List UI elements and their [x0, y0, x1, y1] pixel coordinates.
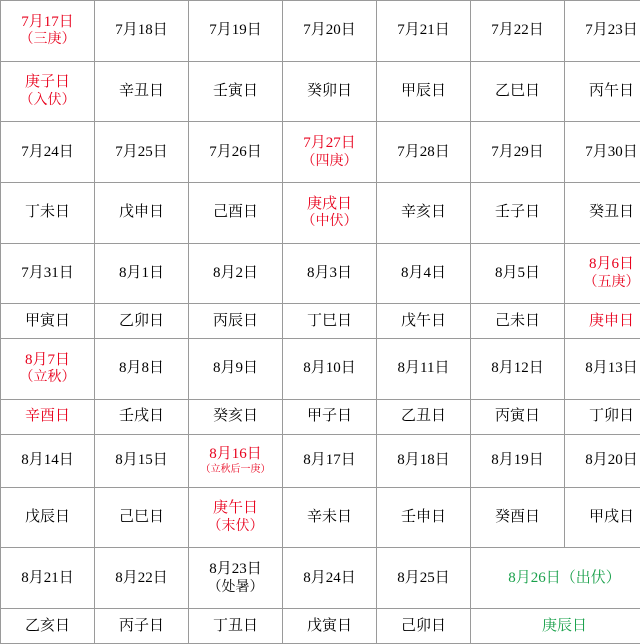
- cell-primary-text: 8月2日: [212, 264, 258, 281]
- calendar-cell: [1, 304, 95, 339]
- table-row: [1, 1, 640, 62]
- calendar-cell: [1, 1, 95, 62]
- cell-primary-text: 丁丑日: [212, 617, 258, 634]
- calendar-cell: [95, 61, 189, 122]
- cell-content: [378, 264, 469, 283]
- cell-content: [378, 21, 469, 40]
- cell-secondary-text: （五庚）: [583, 274, 640, 290]
- cell-content: [190, 82, 281, 101]
- cell-primary-text: 8月12日: [491, 360, 544, 377]
- cell-secondary-text: （三庚）: [19, 32, 76, 48]
- cell-primary-text: 8月5日: [494, 264, 540, 281]
- calendar-cell: [377, 182, 471, 243]
- cell-primary-text: 癸卯日: [306, 83, 352, 100]
- cell-content: [566, 143, 640, 162]
- cell-primary-text: 8月24日: [303, 569, 356, 586]
- cell-content: [2, 73, 93, 109]
- calendar-cell: [189, 122, 283, 183]
- cell-content: [2, 13, 93, 49]
- cell-primary-text: 8月8日: [118, 360, 164, 377]
- calendar-cell: [1, 487, 95, 548]
- calendar-cell: [471, 1, 565, 62]
- cell-content: [96, 451, 187, 470]
- calendar-cell: [565, 304, 640, 339]
- calendar-cell: [471, 609, 640, 644]
- cell-content: [472, 21, 563, 40]
- calendar-cell: [471, 339, 565, 400]
- cell-primary-text: 庚午日: [212, 500, 258, 517]
- cell-primary-text: 7月17日: [21, 13, 74, 30]
- cell-primary-text: 丙午日: [588, 83, 634, 100]
- cell-content: [566, 203, 640, 222]
- cell-secondary-text: （处暑）: [207, 579, 264, 595]
- cell-content: [284, 617, 375, 636]
- cell-content: [378, 508, 469, 527]
- calendar-cell: [189, 1, 283, 62]
- cell-content: [472, 451, 563, 470]
- calendar-cell: [283, 609, 377, 644]
- cell-primary-text: 丙子日: [118, 617, 164, 634]
- cell-content: [378, 312, 469, 331]
- cell-primary-text: 甲辰日: [400, 83, 446, 100]
- cell-primary-text: 7月19日: [209, 22, 262, 39]
- cell-content: [378, 451, 469, 470]
- calendar-body: [1, 1, 640, 644]
- cell-content: [2, 312, 93, 331]
- calendar-cell: [471, 434, 565, 487]
- cell-content: [566, 312, 640, 331]
- table-row: [1, 304, 640, 339]
- cell-primary-text: 7月24日: [21, 143, 74, 160]
- cell-content: [2, 617, 93, 636]
- table-row: [1, 243, 640, 304]
- cell-primary-text: 8月21日: [21, 569, 74, 586]
- cell-content: [566, 255, 640, 291]
- cell-primary-text: 丁未日: [24, 204, 70, 221]
- cell-content: [284, 407, 375, 426]
- cell-content: [96, 143, 187, 162]
- cell-primary-text: 8月7日: [24, 351, 70, 368]
- cell-primary-text: 丁卯日: [588, 408, 634, 425]
- cell-primary-text: 8月11日: [397, 360, 450, 377]
- cell-content: [378, 143, 469, 162]
- cell-content: [378, 203, 469, 222]
- cell-content: [472, 312, 563, 331]
- calendar-cell: [1, 609, 95, 644]
- cell-content: [566, 82, 640, 101]
- cell-content: [190, 359, 281, 378]
- cell-primary-text: 辛亥日: [400, 204, 446, 221]
- cell-primary-text: 丙辰日: [212, 312, 258, 329]
- cell-primary-text: 7月29日: [491, 143, 544, 160]
- cell-primary-text: 7月20日: [303, 22, 356, 39]
- cell-primary-text: 8月23日: [209, 561, 262, 578]
- cell-primary-text: 庚申日: [588, 312, 634, 329]
- calendar-cell: [95, 609, 189, 644]
- calendar-cell: [189, 548, 283, 609]
- cell-primary-text: 7月27日: [303, 134, 356, 151]
- calendar-cell: [283, 61, 377, 122]
- calendar-cell: [189, 434, 283, 487]
- cell-content: [566, 359, 640, 378]
- calendar-cell: [283, 304, 377, 339]
- cell-content: [284, 451, 375, 470]
- cell-content: [472, 264, 563, 283]
- calendar-cell: [1, 548, 95, 609]
- calendar-cell: [377, 61, 471, 122]
- cell-content: [378, 407, 469, 426]
- calendar-cell: [95, 304, 189, 339]
- cell-content: [96, 569, 187, 588]
- calendar-cell: [189, 304, 283, 339]
- cell-primary-text: 乙丑日: [400, 408, 446, 425]
- cell-content: [190, 499, 281, 535]
- cell-primary-text: 庚辰日: [541, 617, 587, 634]
- cell-content: [566, 508, 640, 527]
- cell-primary-text: 癸亥日: [212, 408, 258, 425]
- table-row: [1, 182, 640, 243]
- calendar-cell: [1, 434, 95, 487]
- calendar-cell: [189, 399, 283, 434]
- cell-primary-text: 8月10日: [303, 360, 356, 377]
- table-row: [1, 434, 640, 487]
- calendar-cell: [565, 182, 640, 243]
- cell-primary-text: 8月19日: [491, 452, 544, 469]
- cell-content: [284, 569, 375, 588]
- calendar-cell: [95, 399, 189, 434]
- calendar-cell: [95, 122, 189, 183]
- calendar-cell: [283, 339, 377, 400]
- calendar-cell: [1, 182, 95, 243]
- cell-content: [2, 203, 93, 222]
- cell-primary-text: 7月28日: [397, 143, 450, 160]
- cell-content: [284, 312, 375, 331]
- cell-content: [190, 560, 281, 596]
- cell-content: [190, 617, 281, 636]
- cell-content: [96, 203, 187, 222]
- calendar-cell: [377, 1, 471, 62]
- cell-content: [96, 312, 187, 331]
- cell-secondary-text: （四庚）: [301, 153, 358, 169]
- cell-content: [96, 359, 187, 378]
- cell-primary-text: 7月31日: [21, 264, 74, 281]
- cell-content: [96, 617, 187, 636]
- calendar-cell: [471, 304, 565, 339]
- cell-primary-text: 8月9日: [212, 360, 258, 377]
- calendar-cell: [565, 61, 640, 122]
- cell-content: [2, 451, 93, 470]
- calendar-cell: [95, 339, 189, 400]
- cell-primary-text: 癸酉日: [494, 509, 540, 526]
- cell-primary-text: 8月1日: [118, 264, 164, 281]
- cell-primary-text: 甲寅日: [24, 312, 70, 329]
- cell-content: [2, 264, 93, 283]
- calendar-cell: [377, 122, 471, 183]
- cell-primary-text: 8月18日: [397, 452, 450, 469]
- calendar-cell: [565, 243, 640, 304]
- calendar-cell: [189, 487, 283, 548]
- cell-content: [284, 264, 375, 283]
- calendar-cell: [283, 182, 377, 243]
- cell-content: [378, 359, 469, 378]
- calendar-cell: [471, 122, 565, 183]
- cell-content: [190, 445, 281, 476]
- cell-primary-text: 8月14日: [21, 452, 74, 469]
- cell-content: [190, 312, 281, 331]
- cell-content: [2, 143, 93, 162]
- cell-secondary-text: （入伏）: [19, 93, 76, 109]
- cell-primary-text: 戊申日: [118, 204, 164, 221]
- cell-primary-text: 庚戌日: [306, 195, 352, 212]
- cell-secondary-text: （立秋）: [19, 370, 76, 386]
- cell-primary-text: 7月26日: [209, 143, 262, 160]
- calendar-cell: [377, 243, 471, 304]
- table-row: [1, 399, 640, 434]
- cell-primary-text: 7月25日: [115, 143, 168, 160]
- cell-content: [190, 203, 281, 222]
- table-row: [1, 61, 640, 122]
- calendar-cell: [95, 243, 189, 304]
- table-row: [1, 122, 640, 183]
- calendar-cell: [283, 548, 377, 609]
- cell-primary-text: 8月4日: [400, 264, 446, 281]
- cell-secondary-text: （中伏）: [301, 214, 358, 230]
- cell-content: [566, 451, 640, 470]
- cell-primary-text: 8月3日: [306, 264, 352, 281]
- cell-content: [284, 359, 375, 378]
- table-row: [1, 487, 640, 548]
- cell-content: [2, 407, 93, 426]
- cell-primary-text: 8月20日: [585, 452, 638, 469]
- cell-content: [566, 21, 640, 40]
- cell-primary-text: 8月17日: [303, 452, 356, 469]
- calendar-cell: [1, 61, 95, 122]
- cell-content: [566, 407, 640, 426]
- cell-primary-text: 7月23日: [585, 22, 638, 39]
- calendar-cell: [565, 339, 640, 400]
- cell-content: [472, 143, 563, 162]
- cell-content: [472, 203, 563, 222]
- calendar-cell: [471, 182, 565, 243]
- calendar-cell: [565, 434, 640, 487]
- calendar-cell: [565, 399, 640, 434]
- table-row: [1, 339, 640, 400]
- calendar-cell: [377, 339, 471, 400]
- cell-primary-text: 戊寅日: [306, 617, 352, 634]
- cell-primary-text: 己卯日: [400, 617, 446, 634]
- cell-primary-text: 壬子日: [494, 204, 540, 221]
- cell-content: [284, 195, 375, 231]
- cell-primary-text: 8月25日: [397, 569, 450, 586]
- calendar-cell: [377, 434, 471, 487]
- calendar-cell: [377, 548, 471, 609]
- table-row: [1, 548, 640, 609]
- cell-primary-text: 辛未日: [306, 509, 352, 526]
- cell-content: [284, 508, 375, 527]
- cell-primary-text: 7月18日: [115, 22, 168, 39]
- cell-content: [190, 21, 281, 40]
- cell-primary-text: 己酉日: [212, 204, 258, 221]
- calendar-cell: [283, 243, 377, 304]
- calendar-cell: [471, 243, 565, 304]
- calendar-cell: [377, 399, 471, 434]
- cell-content: [2, 351, 93, 387]
- cell-primary-text: 己巳日: [118, 509, 164, 526]
- calendar-cell: [283, 122, 377, 183]
- table-row: [1, 609, 640, 644]
- calendar-cell: [377, 609, 471, 644]
- calendar-cell: [1, 399, 95, 434]
- cell-content: [96, 264, 187, 283]
- calendar-cell: [95, 1, 189, 62]
- cell-content: [284, 134, 375, 170]
- cell-primary-text: 丙寅日: [494, 408, 540, 425]
- cell-primary-text: 庚子日: [24, 74, 70, 91]
- cell-primary-text: 7月21日: [397, 22, 450, 39]
- calendar-cell: [283, 399, 377, 434]
- cell-primary-text: 7月22日: [491, 22, 544, 39]
- cell-primary-text: 辛酉日: [24, 408, 70, 425]
- cell-primary-text: 壬戌日: [118, 408, 164, 425]
- cell-primary-text: 壬寅日: [212, 83, 258, 100]
- calendar-cell: [95, 487, 189, 548]
- cell-primary-text: 乙卯日: [118, 312, 164, 329]
- cell-secondary-text: （立秋后一庚）: [200, 463, 271, 475]
- calendar-cell: [565, 122, 640, 183]
- cell-content: [190, 407, 281, 426]
- cell-content: [2, 569, 93, 588]
- cell-content: [472, 82, 563, 101]
- cell-content: [96, 407, 187, 426]
- cell-primary-text: 乙亥日: [24, 617, 70, 634]
- cell-primary-text: 乙巳日: [494, 83, 540, 100]
- cell-content: [472, 359, 563, 378]
- cell-content: [378, 82, 469, 101]
- cell-content: [472, 407, 563, 426]
- cell-primary-text: 甲戌日: [588, 509, 634, 526]
- cell-content: [284, 82, 375, 101]
- cell-content: [190, 264, 281, 283]
- cell-primary-text: 7月30日: [585, 143, 638, 160]
- calendar-cell: [1, 339, 95, 400]
- calendar-cell: [471, 487, 565, 548]
- calendar-cell: [1, 122, 95, 183]
- cell-primary-text: 8月15日: [115, 452, 168, 469]
- cell-content: [190, 143, 281, 162]
- cell-content: [378, 617, 469, 636]
- cell-primary-text: 丁巳日: [306, 312, 352, 329]
- calendar-cell: [283, 487, 377, 548]
- cell-primary-text: 戊辰日: [24, 509, 70, 526]
- cell-content: [96, 82, 187, 101]
- calendar-cell: [377, 487, 471, 548]
- cell-primary-text: 己未日: [494, 312, 540, 329]
- calendar-cell: [471, 61, 565, 122]
- cell-content: [96, 508, 187, 527]
- cell-primary-text: 辛丑日: [118, 83, 164, 100]
- cell-primary-text: 壬申日: [400, 509, 446, 526]
- cell-primary-text: 8月26日（出伏）: [508, 569, 621, 586]
- cell-content: [2, 508, 93, 527]
- calendar-cell: [565, 1, 640, 62]
- cell-primary-text: 癸丑日: [588, 204, 634, 221]
- cell-content: [284, 21, 375, 40]
- calendar-cell: [95, 548, 189, 609]
- calendar-cell: [189, 609, 283, 644]
- calendar-cell: [189, 339, 283, 400]
- calendar-cell: [565, 487, 640, 548]
- cell-primary-text: 甲子日: [306, 408, 352, 425]
- calendar-cell: [189, 61, 283, 122]
- cell-content: [472, 569, 640, 588]
- cell-primary-text: 8月6日: [588, 256, 634, 273]
- calendar-cell: [377, 304, 471, 339]
- cell-content: [378, 569, 469, 588]
- cell-content: [96, 21, 187, 40]
- calendar-cell: [189, 243, 283, 304]
- cell-content: [472, 508, 563, 527]
- calendar-cell: [1, 243, 95, 304]
- cell-primary-text: 8月13日: [585, 360, 638, 377]
- cell-content: [472, 617, 640, 636]
- cell-primary-text: 8月16日: [209, 446, 262, 463]
- cell-primary-text: 8月22日: [115, 569, 168, 586]
- cell-secondary-text: （末伏）: [207, 519, 264, 535]
- calendar-cell: [471, 399, 565, 434]
- calendar-cell: [471, 548, 640, 609]
- calendar-cell: [189, 182, 283, 243]
- calendar-cell: [95, 434, 189, 487]
- calendar-cell: [283, 434, 377, 487]
- cell-primary-text: 戊午日: [400, 312, 446, 329]
- calendar-cell: [95, 182, 189, 243]
- calendar-cell: [283, 1, 377, 62]
